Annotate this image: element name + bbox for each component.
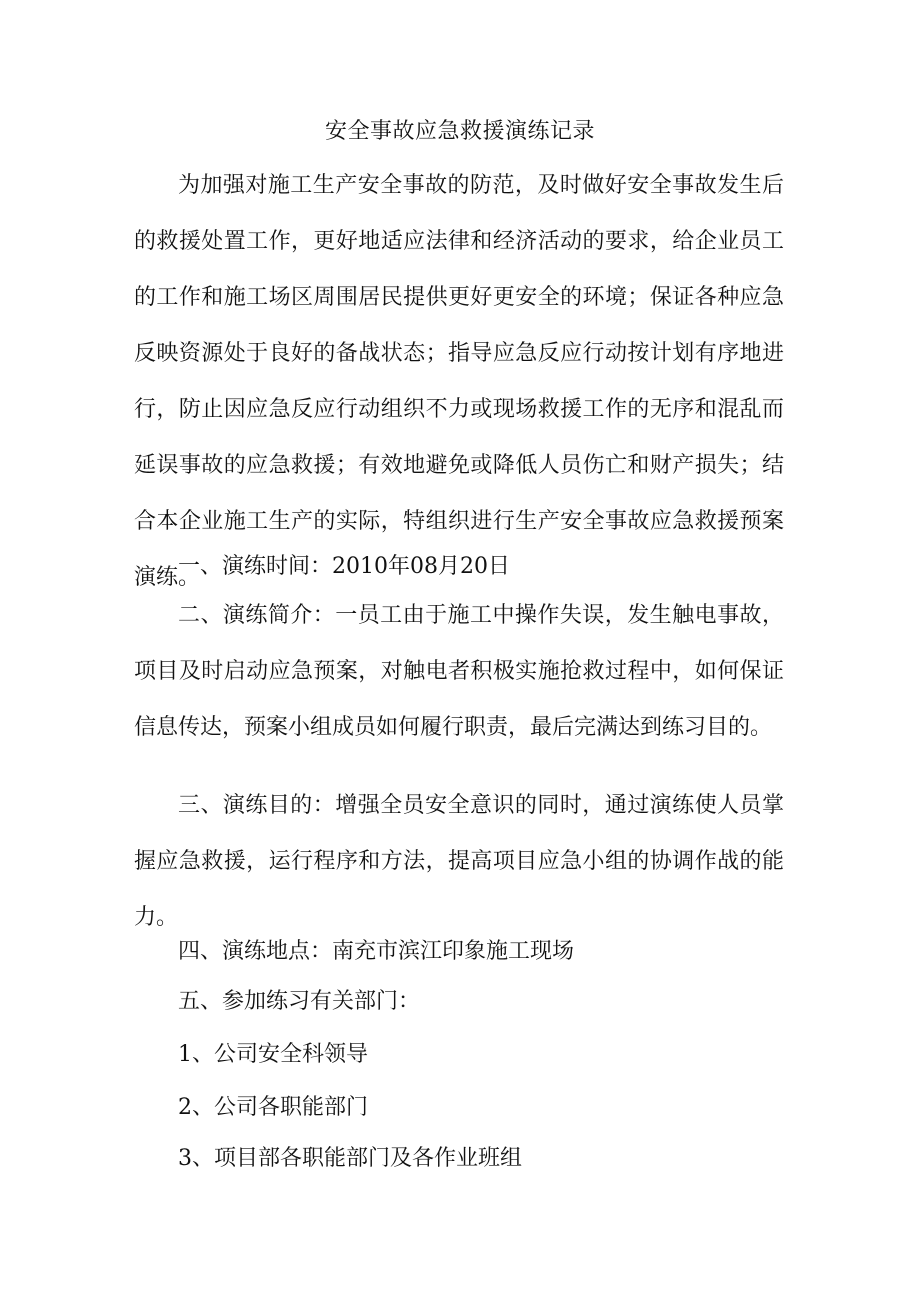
section-drill-purpose: 三、演练目的：增强全员安全意识的同时，通过演练使人员掌握应急救援，运行程序和方法，提高项目应急小组的协调作战的能力。: [134, 793, 784, 930]
section-departments-heading: 五、参加练习有关部门：: [178, 989, 421, 1014]
department-item: 3、项目部各职能部门及各作业班组: [178, 1146, 522, 1171]
section-drill-time: 一、演练时间：2010年08月20日: [178, 554, 510, 579]
department-item: 2、公司各职能部门: [178, 1095, 368, 1120]
department-item: 1、公司安全科领导: [178, 1042, 368, 1067]
document-title: 安全事故应急救援演练记录: [324, 119, 595, 144]
intro-paragraph: 为加强对施工生产安全事故的防范，及时做好安全事故发生后的救援处置工作，更好地适应法律和经济活动的要求，给企业员工的工作和施工场区周围居民提供更好更安全的环境；保证各种应急反映资源处于良好的备战状态；指导应急反应行动按计划有序地进行，防止因应急反应行动组织不力或现场救援工作的无序和混乱而延误事故的应急救援；有效地避免或降低人员伤亡和财产损失；结合本企业施工生产的实际，特组织进行生产安全事故应急救援预案演练。: [134, 173, 784, 590]
section-drill-location: 四、演练地点：南充市滨江印象施工现场: [178, 939, 575, 964]
section-drill-summary: 二、演练简介：一员工由于施工中操作失误，发生触电事故，项目及时启动应急预案，对触电者积极实施抢救过程中，如何保证信息传达，预案小组成员如何履行职责，最后完满达到练习目的。: [134, 603, 784, 740]
